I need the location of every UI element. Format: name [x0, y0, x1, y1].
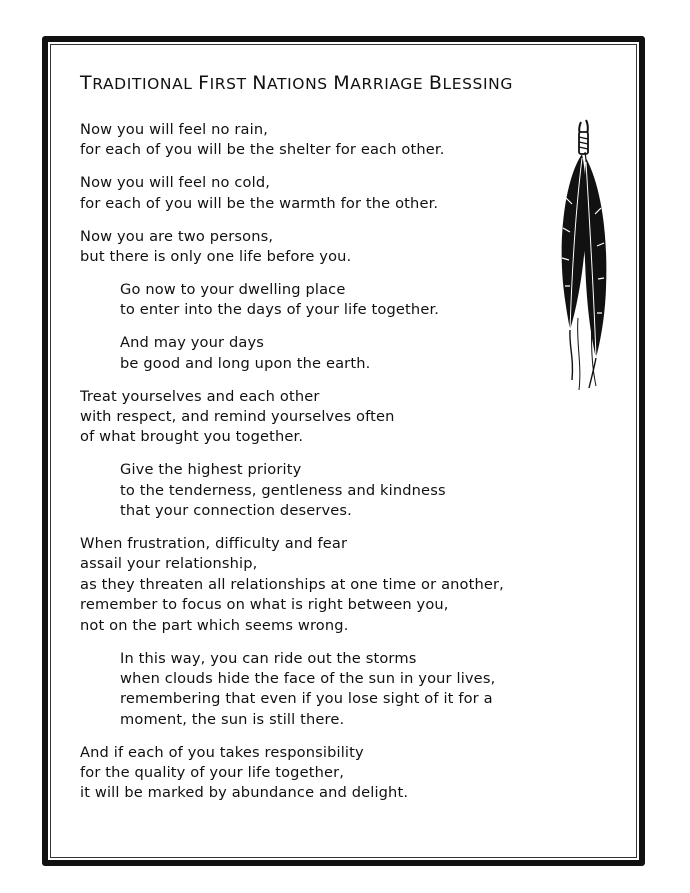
- title-initial: B: [428, 72, 443, 94]
- poem-line: assail your relationship,: [80, 555, 258, 573]
- poem-line: Now you are two persons,: [80, 227, 274, 245]
- poem-line: when clouds hide the face of the sun in your lives,: [120, 669, 496, 687]
- poem-line: for the quality of your life together,: [80, 764, 345, 782]
- poem-line: Now you will feel no rain,: [80, 121, 269, 138]
- title-rest: ATIONS: [267, 75, 328, 93]
- title-rest: LESSING: [442, 75, 513, 93]
- poem-line: Go now to your dwelling place: [120, 280, 346, 298]
- stanza: [80, 120, 600, 161]
- title-word: [428, 72, 513, 94]
- stanza: [80, 173, 600, 214]
- poem-line: it will be marked by abundance and delight.: [80, 784, 409, 802]
- title-word: [80, 72, 193, 94]
- poem-line: And if each of you takes responsibility: [80, 743, 364, 761]
- stanza: [80, 227, 600, 268]
- feathers-icon: [548, 118, 618, 393]
- poem-line: And may your days: [120, 334, 265, 352]
- stanza: [80, 333, 600, 374]
- title-initial: T: [80, 72, 93, 94]
- title-rest: IRST: [209, 75, 247, 93]
- title-word: [198, 72, 247, 94]
- poem-line: be good and long upon the earth.: [120, 354, 371, 372]
- stanza: [80, 460, 600, 521]
- poem-line: to enter into the days of your life together.: [120, 301, 440, 319]
- poem-line: for each of you will be the warmth for the other.: [80, 194, 439, 212]
- stanza: [80, 534, 600, 636]
- title-rest: RADITIONAL: [92, 75, 193, 93]
- title-rest: ARRIAGE: [350, 75, 424, 93]
- poem-line: for each of you will be the shelter for each other.: [80, 141, 445, 159]
- title-word: [333, 72, 424, 94]
- poem-line: to the tenderness, gentleness and kindness: [120, 481, 446, 499]
- poem-line: that your connection deserves.: [120, 502, 352, 520]
- title-initial: F: [198, 72, 210, 94]
- poem-line: not on the part which seems wrong.: [80, 616, 349, 634]
- title-initial: N: [252, 72, 268, 94]
- stanza: [80, 743, 600, 804]
- poem-line: Treat yourselves and each other: [80, 387, 320, 405]
- poem-line: When frustration, difficulty and fear: [80, 535, 348, 552]
- poem-line: Give the highest priority: [120, 461, 302, 479]
- stanza: [80, 649, 600, 731]
- stanza: [80, 280, 600, 321]
- poem-line: In this way, you can ride out the storms: [120, 649, 417, 667]
- poem-body: [80, 120, 600, 816]
- poem-line: of what brought you together.: [80, 428, 304, 446]
- poem-line: remembering that even if you lose sight of it for a: [120, 690, 493, 708]
- poem-line: but there is only one life before you.: [80, 248, 352, 266]
- poem-line: with respect, and remind yourselves often: [80, 407, 395, 425]
- page-title: [80, 72, 620, 94]
- poem-line: as they threaten all relationships at one time or another,: [80, 575, 504, 593]
- poem-line: Now you will feel no cold,: [80, 174, 271, 192]
- stanza: [80, 387, 600, 448]
- poem-line: moment, the sun is still there.: [120, 710, 345, 728]
- title-word: [252, 72, 328, 94]
- title-initial: M: [333, 72, 351, 94]
- poem-line: remember to focus on what is right between you,: [80, 596, 449, 614]
